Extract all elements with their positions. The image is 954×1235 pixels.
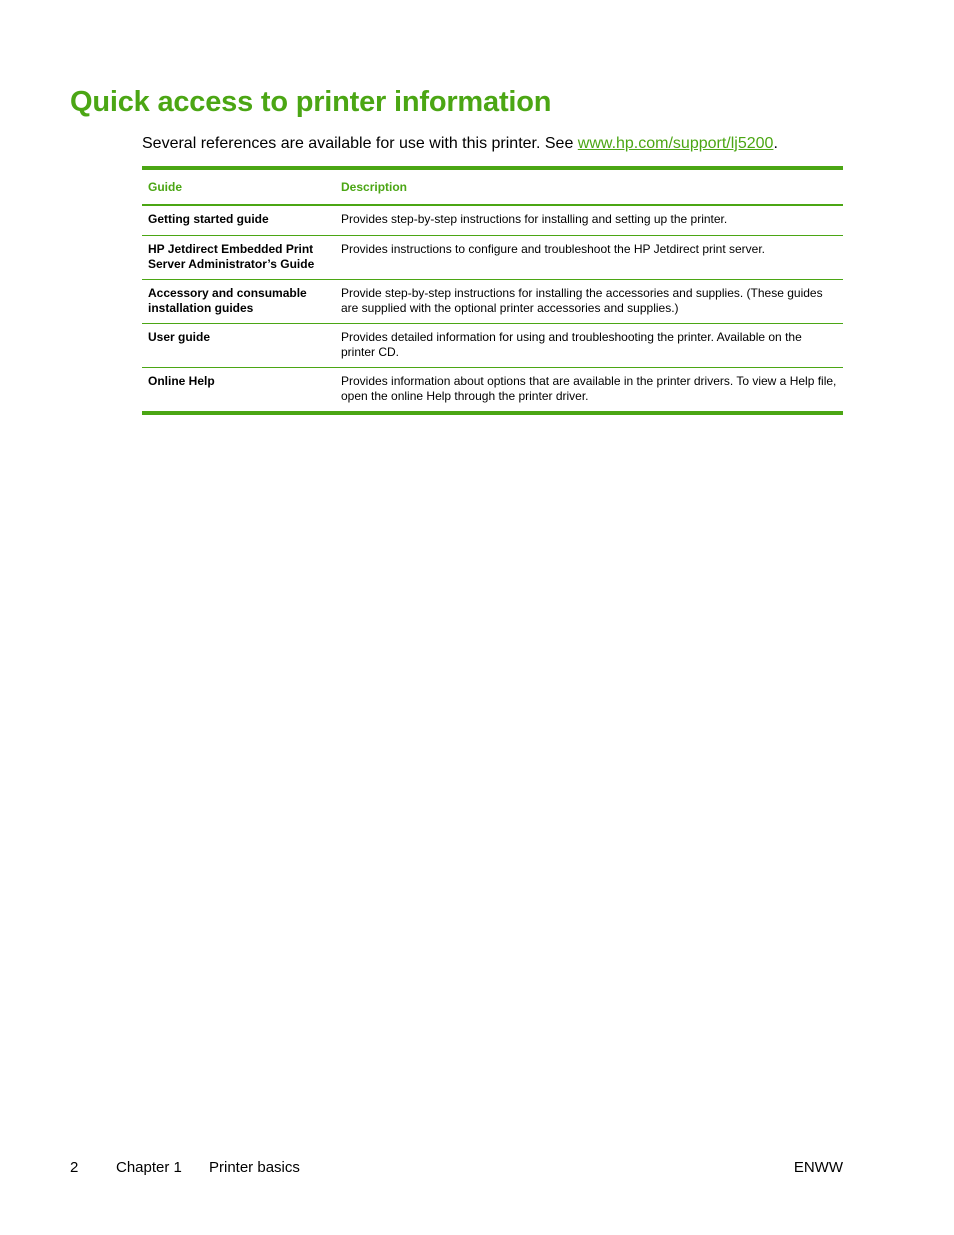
- intro-trailing: .: [773, 135, 778, 152]
- description-cell: Provides detailed information for using and troubleshooting the printer. Available on the printer CD.: [335, 323, 843, 367]
- description-cell: Provides instructions to configure and troubleshoot the HP Jetdirect print server.: [335, 235, 843, 279]
- guide-cell: Online Help: [148, 373, 215, 388]
- intro-text: Several references are available for use with this printer. See: [142, 135, 578, 152]
- table-row: [142, 367, 843, 413]
- description-cell: Provides information about options that are available in the printer drivers. To view a Help file, open the online Help through the printer driver.: [341, 373, 837, 403]
- table-row: [142, 279, 843, 323]
- footer-page-number: 2: [70, 1159, 79, 1176]
- guide-cell: Accessory and consumable installation guides: [142, 279, 335, 323]
- references-table: [142, 166, 843, 415]
- description-cell: Provides step-by-step instructions for installing and setting up the printer.: [335, 205, 843, 235]
- table-header-row: [142, 168, 843, 205]
- guide-cell: User guide: [142, 323, 335, 367]
- footer-locale: ENWW: [793, 1159, 843, 1176]
- table-row: [142, 323, 843, 367]
- support-link[interactable]: www.hp.com/support/lj5200: [577, 135, 774, 152]
- footer-chapter: Chapter 1: [116, 1159, 182, 1176]
- description-cell: Provide step-by-step instructions for installing the accessories and supplies. (These guides are supplied with the optional printer accessories and supplies.): [335, 279, 843, 323]
- page-title: Quick access to printer information: [70, 86, 552, 118]
- intro-paragraph: [142, 134, 778, 154]
- table-row: [142, 235, 843, 279]
- column-header-guide: Guide: [142, 168, 335, 205]
- table-row: [142, 205, 843, 235]
- guide-cell: Getting started guide: [142, 205, 335, 235]
- column-header-description: Description: [335, 168, 843, 205]
- guide-cell: HP Jetdirect Embedded Print Server Administrator’s Guide: [142, 235, 335, 279]
- footer-section-title: Printer basics: [209, 1159, 300, 1176]
